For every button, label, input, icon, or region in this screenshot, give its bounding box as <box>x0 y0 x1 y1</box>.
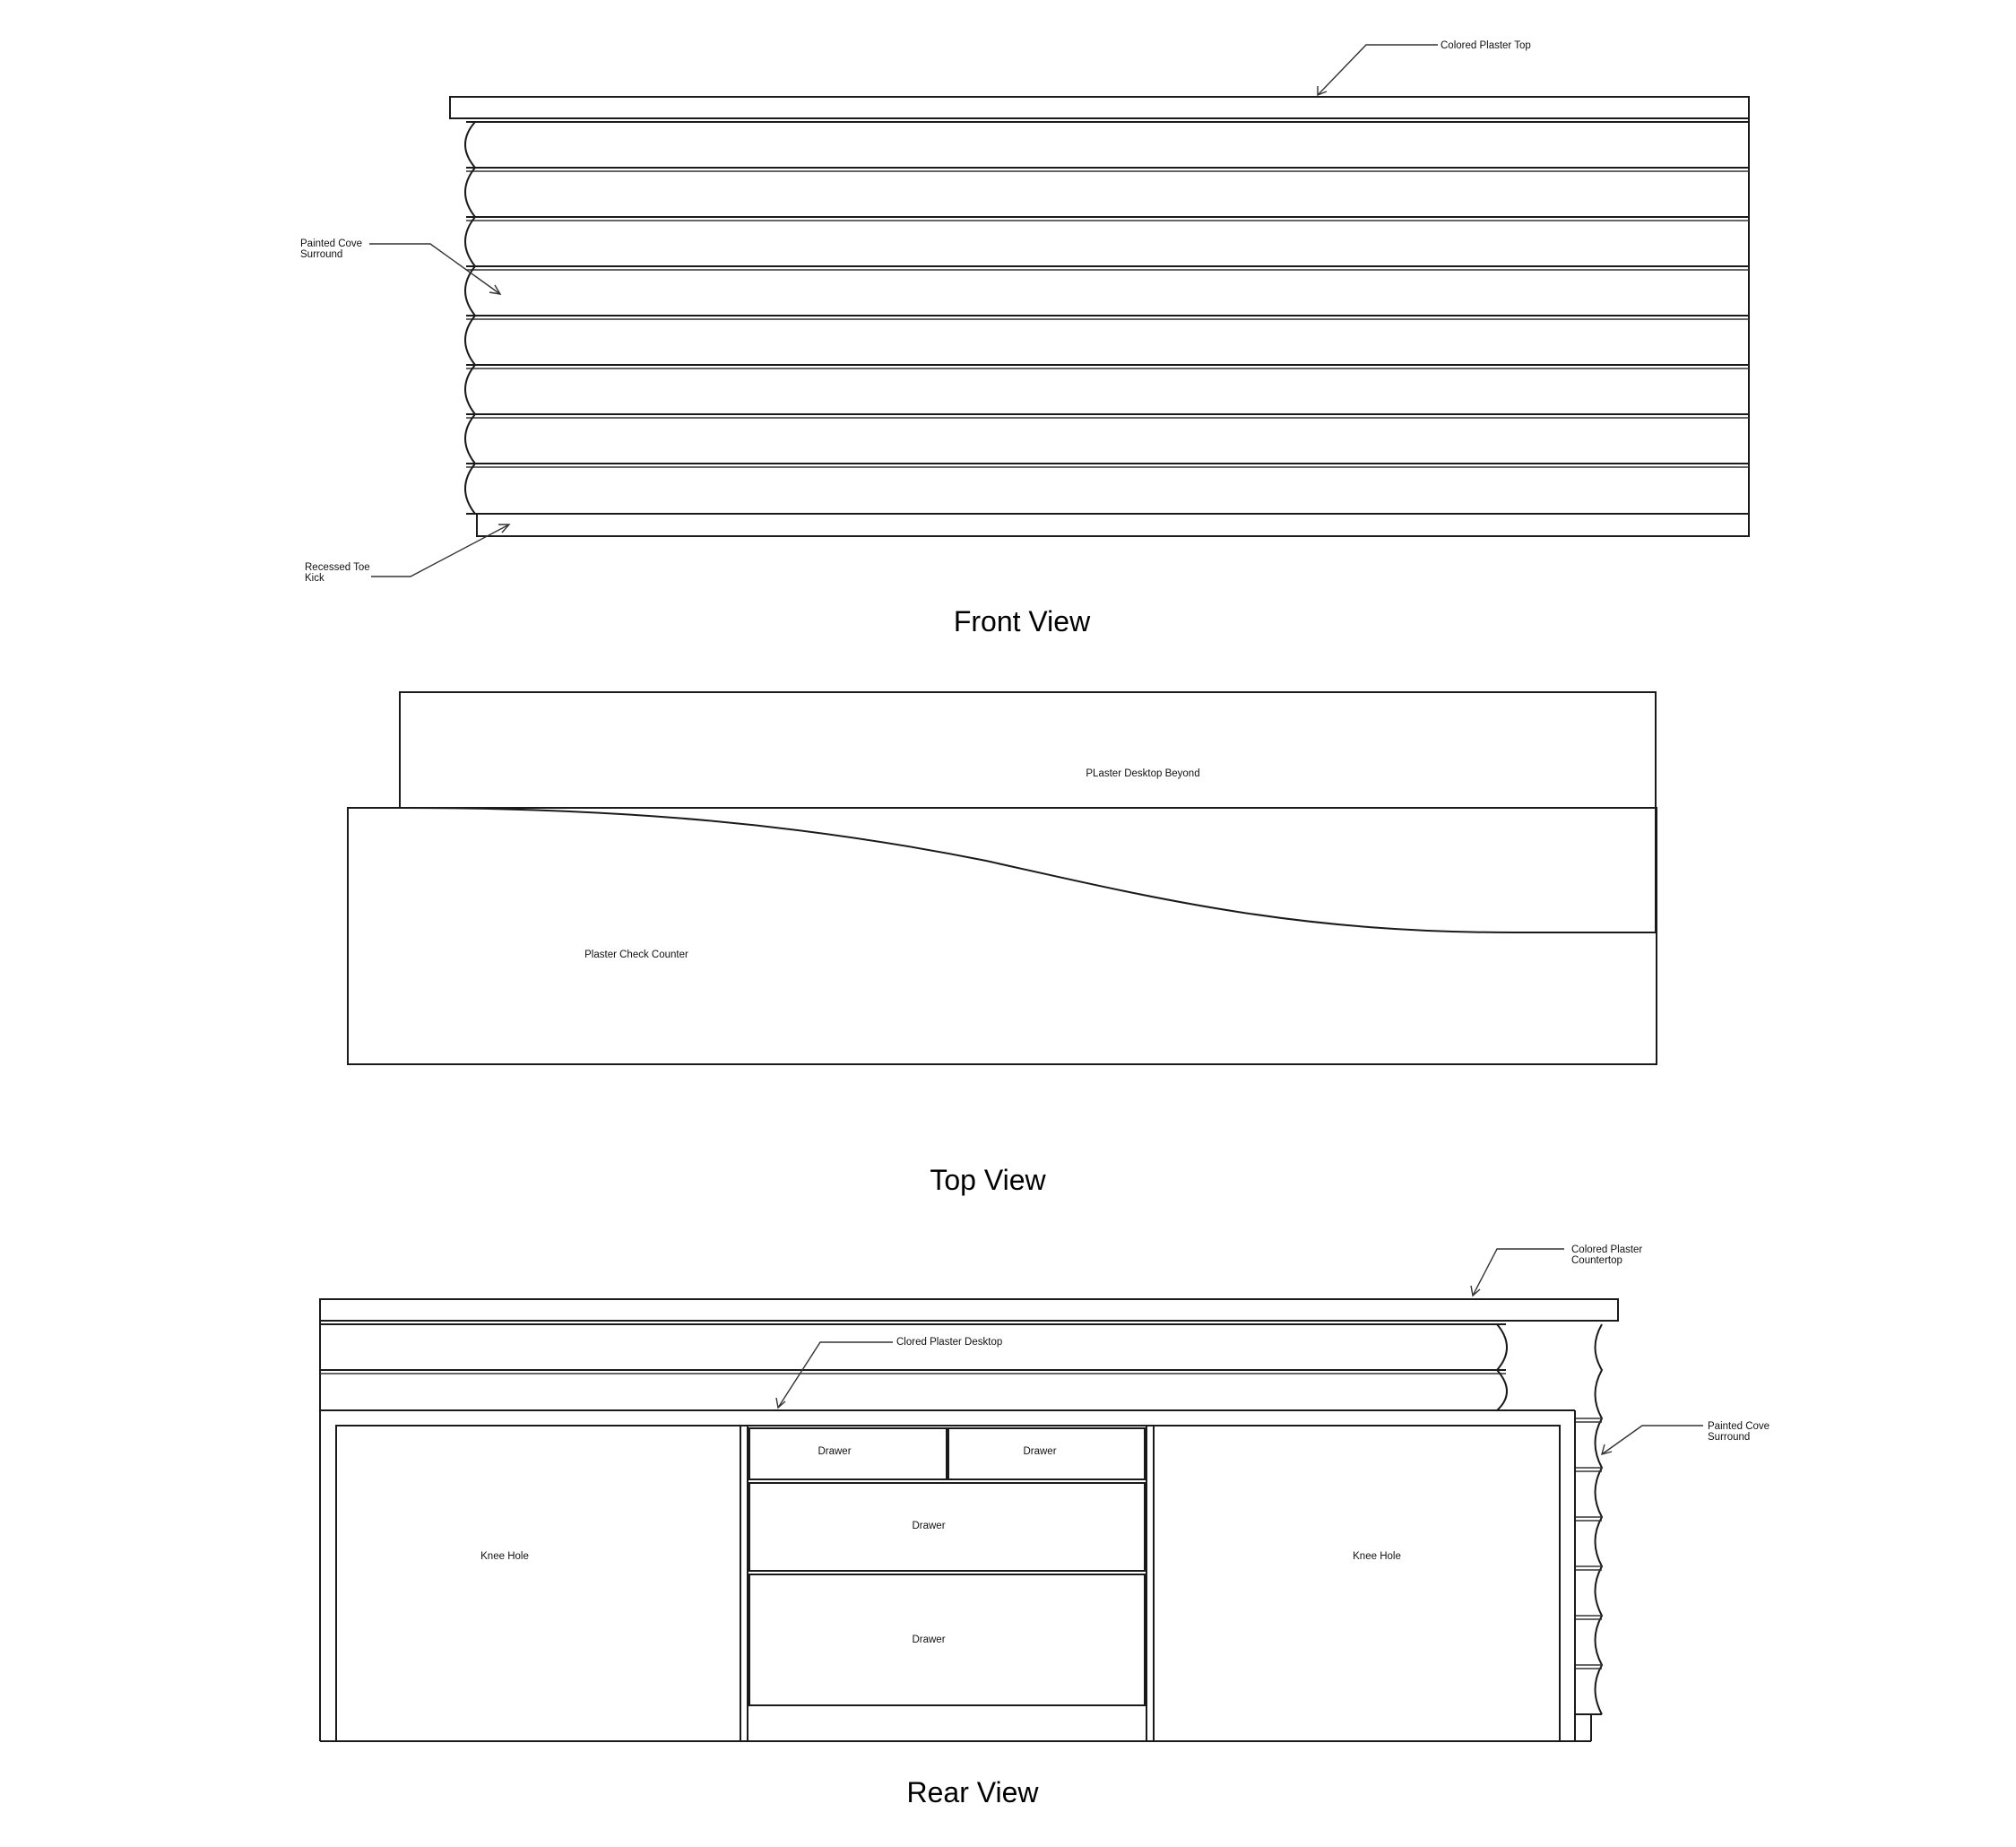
front-view <box>300 40 1749 637</box>
callout-label-line1: Painted Cove <box>300 238 363 249</box>
drawer-middle <box>749 1483 1145 1571</box>
callout-label-line2: Kick <box>305 573 324 584</box>
front-cove-scallops <box>465 122 475 514</box>
callout-label-line1: Recessed Toe <box>305 562 370 573</box>
rear-countertop-slab <box>320 1299 1618 1321</box>
callout-recessed-toe-kick <box>305 525 509 584</box>
top-view-title: Top View <box>930 1164 1046 1196</box>
rear-desktop-scallops <box>1497 1324 1507 1410</box>
top-view <box>348 692 1657 1196</box>
label-knee-hole-left: Knee Hole <box>480 1551 529 1562</box>
callout-colored-plaster-countertop <box>1471 1244 1642 1296</box>
label-drawer-bottom: Drawer <box>912 1635 946 1645</box>
callout-clored-plaster-desktop <box>776 1337 1002 1408</box>
knee-hole-right <box>1154 1426 1560 1741</box>
label-drawer-top-right: Drawer <box>1023 1446 1057 1457</box>
callout-painted-cove-surround-rear <box>1602 1421 1769 1454</box>
callout-label-line2: Surround <box>1708 1432 1751 1443</box>
label-drawer-middle: Drawer <box>912 1521 946 1531</box>
drawer-bottom <box>749 1574 1145 1705</box>
front-top-slab <box>450 97 1749 118</box>
callout-label: Clored Plaster Desktop <box>896 1337 1003 1348</box>
callout-colored-plaster-top <box>1318 40 1531 95</box>
callout-label: Colored Plaster Top <box>1441 40 1531 51</box>
front-view-title: Front View <box>953 605 1091 637</box>
callout-label-line2: Surround <box>300 249 343 260</box>
knee-hole-left <box>336 1426 740 1741</box>
callout-label-line2: Countertop <box>1571 1255 1622 1266</box>
rear-end-cove-stack <box>1512 1321 1602 1741</box>
label-plaster-desktop-beyond: PLaster Desktop Beyond <box>1086 768 1200 779</box>
callout-label-line1: Colored Plaster <box>1571 1244 1643 1255</box>
label-drawer-top-left: Drawer <box>818 1446 852 1457</box>
front-toe-kick <box>477 514 1749 536</box>
rear-view <box>320 1244 1769 1808</box>
rear-view-title: Rear View <box>906 1776 1039 1808</box>
top-check-counter <box>348 808 1657 1064</box>
front-band-seams <box>466 122 1749 514</box>
label-knee-hole-right: Knee Hole <box>1353 1551 1401 1562</box>
label-plaster-check-counter: Plaster Check Counter <box>584 950 688 960</box>
top-counter-curve <box>400 808 1656 932</box>
callout-label-line1: Painted Cove <box>1708 1421 1770 1432</box>
